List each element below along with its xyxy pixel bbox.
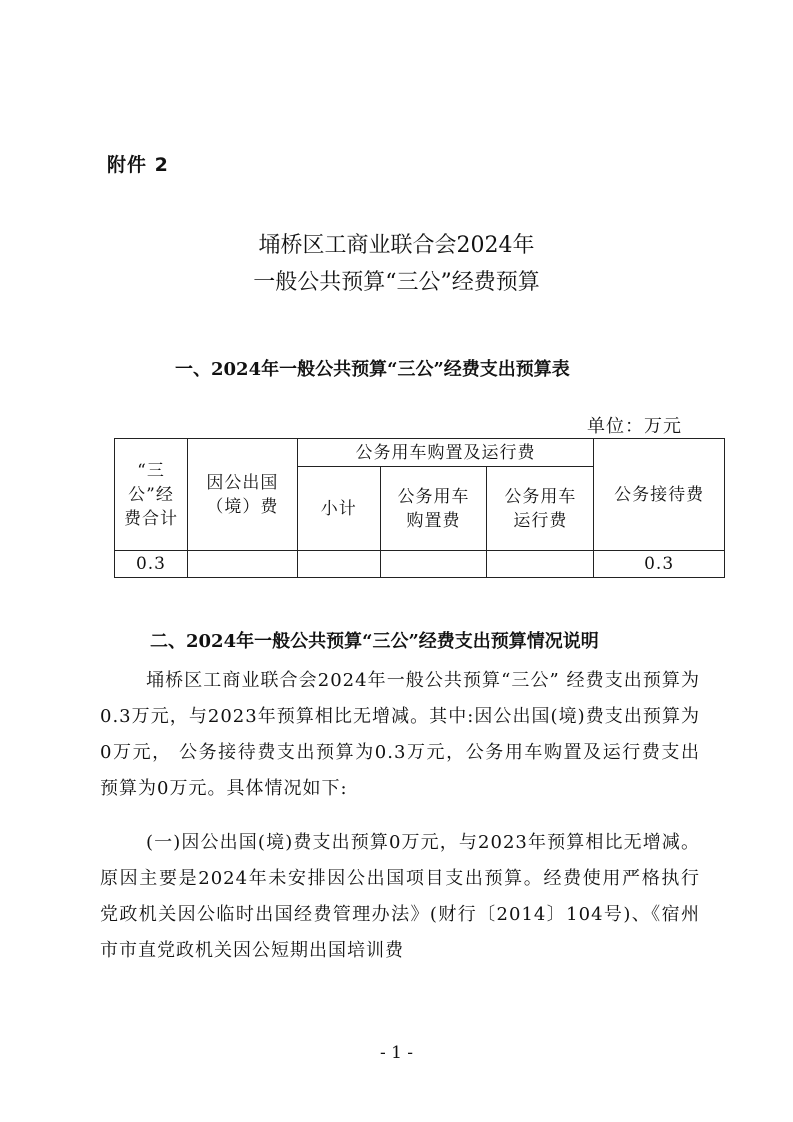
cell-vehicle-purchase [380,551,487,578]
cell-total: 0.3 [115,551,188,578]
header-subtotal: 小计 [297,467,380,551]
budget-table [114,438,725,578]
header-reception: 公务接待费 [594,439,725,551]
header-abroad: 因公出国（境）费 [187,439,297,551]
header-total: “三公”经费合计 [115,439,188,551]
paragraph-summary [100,663,700,807]
attachment-label: 附件 2 [107,154,169,176]
document-title-line2: 一般公共预算“三公”经费预算 [253,270,540,295]
section2-heading: 二、2024年一般公共预算“三公”经费支出预算情况说明 [150,631,599,652]
page-number: - 1 - [379,1043,414,1063]
section1-heading: 一、2024年一般公共预算“三公”经费支出预算表 [175,359,570,380]
paragraph-abroad [100,825,700,969]
table-row [115,551,725,578]
paragraph-abroad-text: (一)因公出国(境)费支出预算0万元，与2023年预算相比无增减。原因主要是2024年未安排因公出国项目支出预算。经费使用严格执行党政机关因公临时出国经费管理办法》(财行〔2014〕104号)、《宿州市市直党政机关因公短期出国培训费 [100,832,700,961]
cell-vehicle-operation [487,551,594,578]
paragraph-summary-text: 埇桥区工商业联合会2024年一般公共预算“三公” 经费支出预算为0.3万元，与2023年预算相比无增减。其中:因公出国(境)费支出预算为0万元， 公务接待费支出预算为0.3万元，公务用车购置及运行费支出预算为0万元。具体情况如下: [100,670,700,799]
cell-reception: 0.3 [594,551,725,578]
header-vehicle-group: 公务用车购置及运行费 [297,439,593,467]
header-vehicle-operation: 公务用车运行费 [487,467,594,551]
unit-label: 单位：万元 [587,416,682,437]
document-title-line1: 埇桥区工商业联合会2024年 [258,233,535,258]
cell-abroad [187,551,297,578]
cell-subtotal [297,551,380,578]
header-vehicle-purchase: 公务用车购置费 [380,467,487,551]
